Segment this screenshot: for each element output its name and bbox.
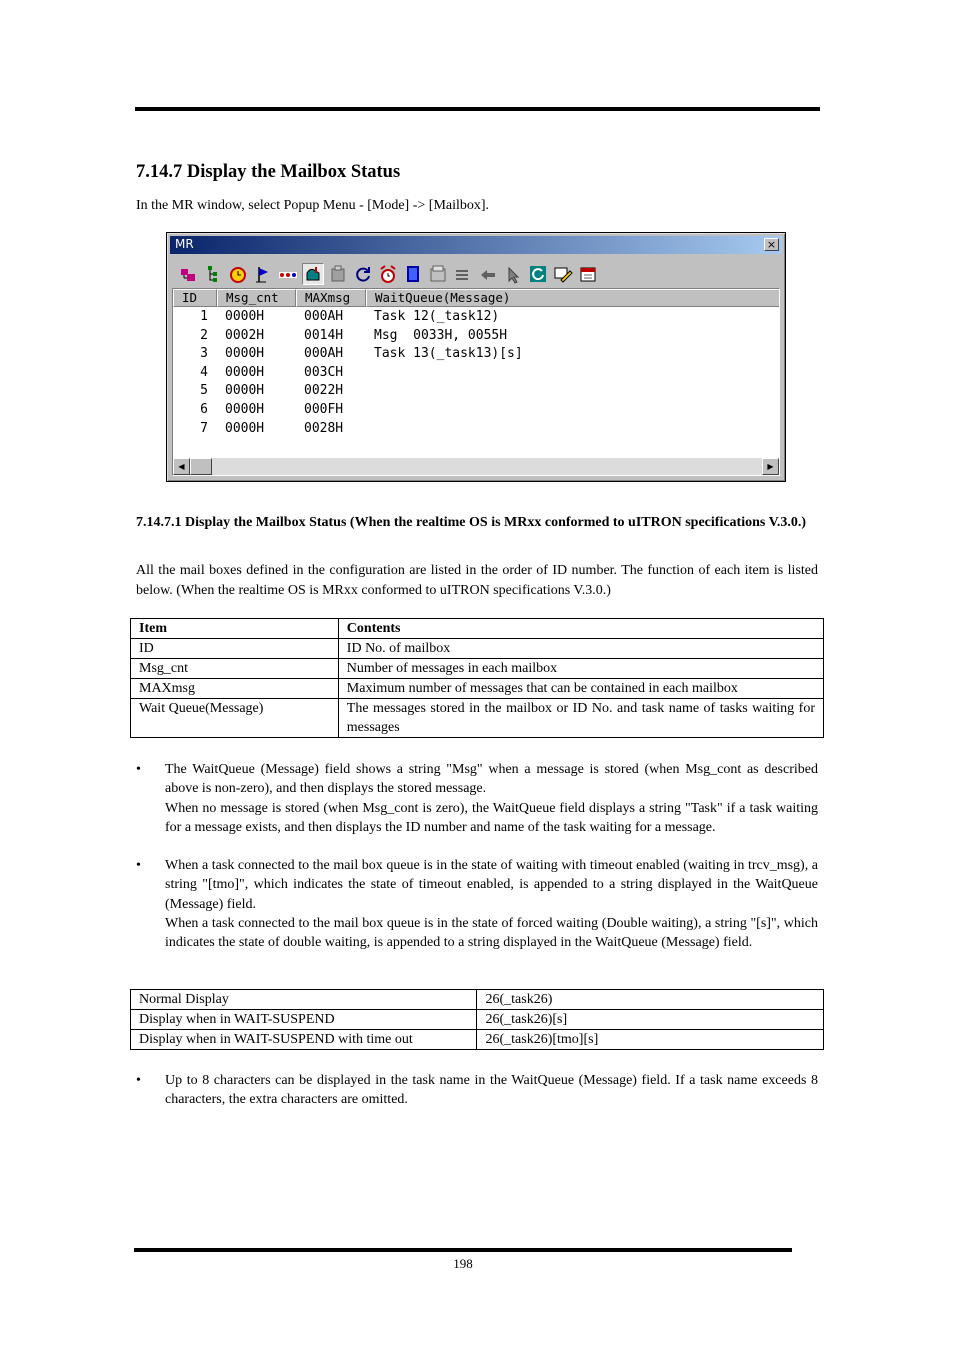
table-cell: 26(_task26)[tmo][s] (477, 1030, 824, 1050)
pointer-icon[interactable] (502, 263, 524, 285)
table-cell: 26(_task26) (477, 990, 824, 1010)
items-table (130, 618, 824, 738)
subsection-paragraph: All the mail boxes defined in the configuration are listed in the order of ID number. The function of each item is listed below. (When the realtime OS is MRxx conformed to uITRON specifications V.3.0.) (136, 563, 818, 598)
cell-maxmsg: 0022H (304, 383, 344, 399)
cell-maxmsg: 003CH (304, 364, 344, 380)
table-cell: Wait Queue(Message) (131, 699, 339, 738)
bullet-item (136, 856, 818, 952)
bullet-text: When no message is stored (when Msg_cont is zero), the WaitQueue field displays a string "Task" if a task waiting for a message exists, and then displays the ID number and name of the task waiting for a message. (165, 800, 818, 835)
list-row[interactable] (173, 382, 773, 401)
cell-id: 5 (200, 383, 208, 399)
cell-msg-cnt: 0002H (225, 327, 265, 343)
table-cell: Normal Display (131, 990, 477, 1010)
bullet-text: When a task connected to the mail box queue is in the state of waiting with timeout enabled (waiting in trcv_msg), a string "[tmo]", which indicates the state of timeout enabled, is appended to a string displayed in the WaitQueue (Message) field. (165, 858, 818, 912)
refresh-icon[interactable] (527, 263, 549, 285)
table-header-cell: Contents (338, 619, 823, 639)
list-row[interactable] (173, 345, 773, 364)
cell-msg-cnt: 0000H (225, 346, 265, 362)
bullet-dot: • (136, 762, 141, 777)
display-table (130, 989, 824, 1050)
cell-id: 3 (200, 346, 208, 362)
calendar-icon[interactable] (577, 263, 599, 285)
cell-waitqueue: Task 12(_task12) (374, 309, 500, 324)
page-number: 198 (453, 1256, 473, 1271)
close-button[interactable]: × (764, 238, 779, 251)
cell-id: 4 (200, 364, 208, 380)
intro-text: In the MR window, select Popup Menu - [Mode] -> [Mailbox]. (136, 198, 490, 213)
header-rule (135, 107, 820, 111)
memory-icon[interactable] (327, 263, 349, 285)
bullet-dot: • (136, 858, 141, 873)
cell-maxmsg: 000FH (304, 402, 344, 417)
cell-waitqueue: Task 13(_task13)[s] (374, 346, 523, 362)
bullet-text: When a task connected to the mail box queue is in the state of forced waiting (Double waiting), a string "[s]", which indicates the state of double waiting, is appended to a string displayed in the WaitQueue (Message) field. (165, 915, 818, 951)
book-icon[interactable] (402, 263, 424, 285)
edit-icon[interactable] (552, 263, 574, 285)
alarm-icon[interactable] (377, 263, 399, 285)
cell-maxmsg: 0028H (304, 420, 344, 436)
bullet-dot: • (136, 1073, 141, 1088)
title-bar (170, 236, 782, 254)
bullet-text: The WaitQueue (Message) field shows a string "Msg" when a message is stored (when Msg_cont as described above is non-zero), and then displays the stored message. (165, 762, 818, 797)
table-header-row (131, 619, 824, 639)
table-cell: Msg_cnt (131, 659, 339, 679)
table-cell: 26(_task26)[s] (477, 1010, 824, 1030)
horizontal-scrollbar[interactable] (173, 458, 779, 475)
table-row (131, 639, 824, 659)
list-row[interactable] (173, 364, 773, 383)
column-header-waitqueue[interactable]: WaitQueue(Message) (366, 289, 780, 307)
list-row[interactable] (173, 327, 773, 346)
table-row (131, 679, 824, 699)
cell-msg-cnt: 0000H (225, 309, 265, 324)
cell-id: 2 (200, 327, 208, 343)
table-cell: MAXmsg (131, 679, 339, 699)
list-icon[interactable] (452, 263, 474, 285)
cell-msg-cnt: 0000H (225, 383, 265, 399)
cell-maxmsg: 000AH (304, 309, 344, 324)
table-row (131, 699, 824, 738)
bullet-item (136, 1071, 818, 1110)
cell-msg-cnt: 0000H (225, 364, 265, 380)
cell-id: 6 (200, 402, 208, 417)
arrow-icon[interactable] (477, 263, 499, 285)
column-header-msg-cnt[interactable]: Msg_cnt (217, 289, 296, 307)
section-title: 7.14.7 Display the Mailbox Status (136, 162, 401, 182)
bullet-item (136, 760, 818, 837)
scroll-right-button[interactable]: ▶ (762, 458, 779, 475)
mr-window (166, 232, 786, 482)
table-cell: ID (131, 639, 339, 659)
cell-maxmsg: 0014H (304, 327, 344, 343)
scroll-left-button[interactable]: ◀ (173, 458, 190, 475)
bullet-text: Up to 8 characters can be displayed in the task name in the WaitQueue (Message) field. If a task name exceeds 8 characters, the extra characters are omitted. (165, 1073, 818, 1108)
list-row[interactable] (173, 420, 773, 439)
list-row[interactable] (173, 308, 773, 327)
mailbox-list (172, 288, 780, 476)
window-title: MR (175, 237, 194, 251)
subsection-title: 7.14.7.1 Display the Mailbox Status (When the realtime OS is MRxx conformed to uITRON specifications V.3.0.) (136, 515, 807, 530)
flag-icon[interactable] (252, 263, 274, 285)
table-cell: Number of messages in each mailbox (338, 659, 823, 679)
list-row[interactable] (173, 401, 773, 420)
table-cell: The messages stored in the mailbox or ID No. and task name of tasks waiting for messages (338, 699, 823, 738)
table-cell: Maximum number of messages that can be contained in each mailbox (338, 679, 823, 699)
table-cell: Display when in WAIT-SUSPEND (131, 1010, 477, 1030)
cell-maxmsg: 000AH (304, 346, 344, 362)
footer-rule (134, 1248, 792, 1252)
column-header-maxmsg[interactable]: MAXmsg (296, 289, 366, 307)
table-cell: ID No. of mailbox (338, 639, 823, 659)
cell-waitqueue: Msg 0033H, 0055H (374, 327, 508, 343)
cell-msg-cnt: 0000H (225, 420, 265, 436)
table-row (131, 1010, 824, 1030)
table-header-cell: Item (131, 619, 339, 639)
scroll-thumb[interactable] (190, 458, 212, 475)
cell-id: 7 (200, 420, 208, 436)
table-cell: Display when in WAIT-SUSPEND with time out (131, 1030, 477, 1050)
clock-icon[interactable] (227, 263, 249, 285)
tree-icon[interactable] (202, 263, 224, 285)
column-header-id[interactable]: ID (173, 289, 217, 307)
toolbar (177, 263, 599, 285)
mailbox-icon[interactable] (302, 263, 324, 285)
cell-id: 1 (200, 309, 208, 324)
task-icon[interactable] (177, 263, 199, 285)
cycle-icon[interactable] (352, 263, 374, 285)
cell-msg-cnt: 0000H (225, 402, 265, 417)
dots-icon[interactable] (277, 263, 299, 285)
table-row (131, 990, 824, 1010)
table-row (131, 1030, 824, 1050)
page-icon[interactable] (427, 263, 449, 285)
table-row (131, 659, 824, 679)
